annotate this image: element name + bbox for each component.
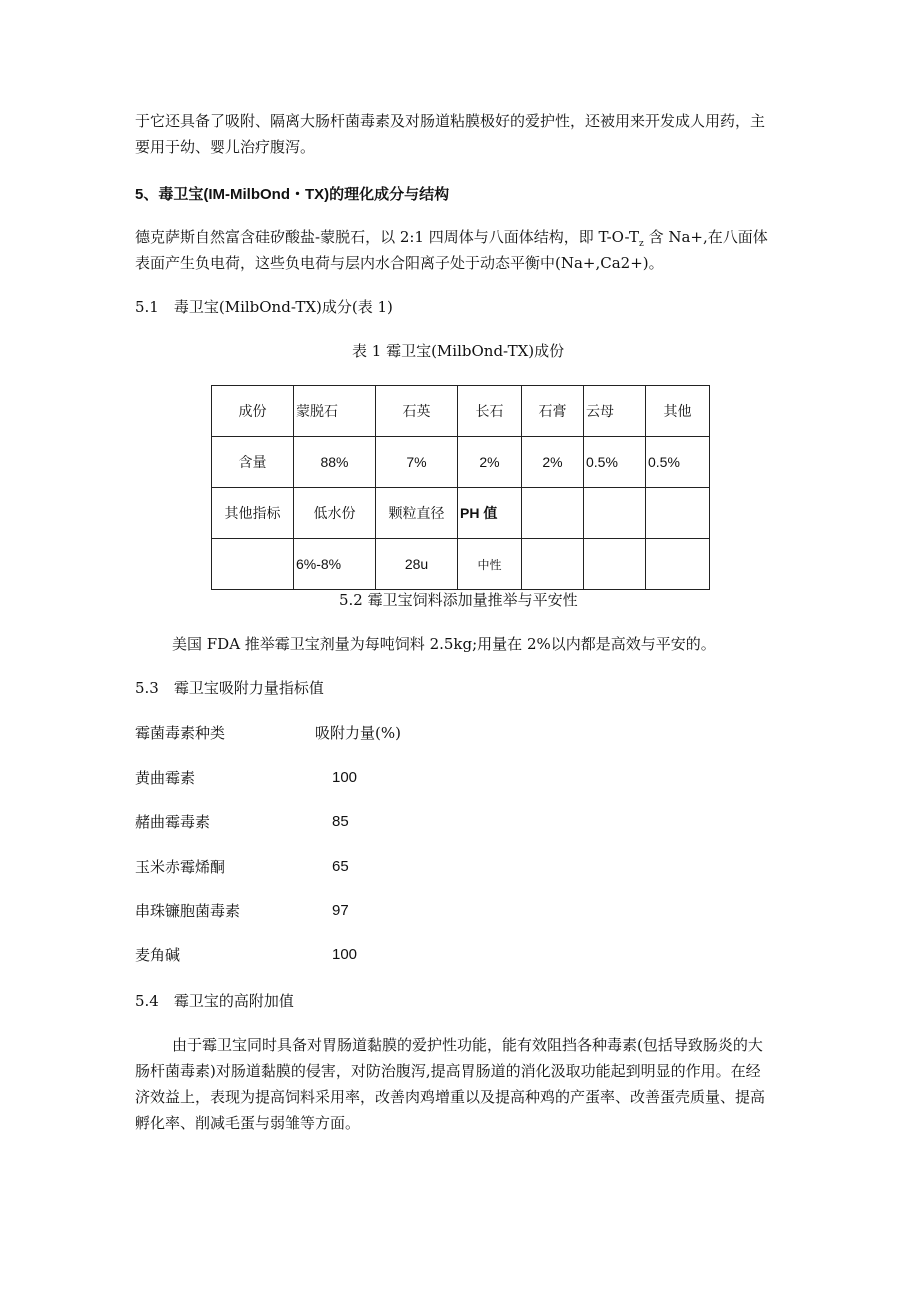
table-cell: 2% xyxy=(458,437,522,488)
table-cell xyxy=(212,539,294,590)
section-5-2-para: 美国 FDA 推举霉卫宝剂量为每吨饲料 2.5kg;用量在 2%以内都是高效与平安的。 xyxy=(172,635,716,653)
list-item-name: 赭曲霉毒素 xyxy=(135,813,211,831)
table-cell xyxy=(522,539,584,590)
section-5-4-line-2: 肠杆菌毒素)对肠道黏膜的侵害，对防治腹泻,提高胃肠道的消化汲取功能起到明显的作用。在经 xyxy=(135,1062,761,1080)
table-cell: PH 值 xyxy=(458,488,522,539)
table-cell: 颗粒直径 xyxy=(376,488,458,539)
table-cell: 其他 xyxy=(646,386,710,437)
table-cell: 88% xyxy=(294,437,376,488)
table-cell xyxy=(584,539,646,590)
table-cell xyxy=(646,488,710,539)
table-cell: 28u xyxy=(376,539,458,590)
section-5-2-heading: 5.2 霉卫宝饲料添加量推举与平安性 xyxy=(339,591,578,609)
composition-table xyxy=(211,385,710,590)
section-5-4-line-1: 由于霉卫宝同时具备对胃肠道黏膜的爱护性功能，能有效阻挡各种毒素(包括导致肠炎的大 xyxy=(172,1036,763,1054)
table-cell xyxy=(584,488,646,539)
table-cell: 0.5% xyxy=(584,437,646,488)
intro-line-1: 于它还具备了吸附、隔离大肠杆菌毒素及对肠道粘膜极好的爱护性，还被用来开发成人用药，主 xyxy=(135,112,766,130)
section-5-para-line-2: 表面产生负电荷，这些负电荷与层内水合阳离子处于动态平衡中(Na+,Ca2+)。 xyxy=(135,254,664,272)
list-item-value: 100 xyxy=(332,769,358,786)
section-5-4-heading: 5.4 霉卫宝的高附加值 xyxy=(135,992,294,1010)
list-item-name: 黄曲霉素 xyxy=(135,769,196,787)
section-5-4-line-3: 济效益上，表现为提高饲料采用率，改善肉鸡增重以及提高种鸡的产蛋率、改善蛋壳质量、提高 xyxy=(135,1088,766,1106)
table-caption: 表 1 霉卫宝(MilbOnd-TX)成份 xyxy=(352,342,565,360)
table-cell: 2% xyxy=(522,437,584,488)
section-5-heading: 5、毒卫宝(IM-MilbOnd・TX)的理化成分与结构 xyxy=(135,186,450,203)
table-cell: 其他指标 xyxy=(212,488,294,539)
col-header-type: 霉菌毒素种类 xyxy=(135,724,226,742)
col-header-value: 吸附力量(%) xyxy=(315,724,401,742)
table-cell: 0.5% xyxy=(646,437,710,488)
table-cell: 云母 xyxy=(584,386,646,437)
section-5-1-heading: 5.1 毒卫宝(MilbOnd-TX)成分(表 1) xyxy=(135,298,393,316)
list-item-name: 麦角碱 xyxy=(135,946,181,964)
list-item-value: 65 xyxy=(332,858,349,875)
table-cell: 石膏 xyxy=(522,386,584,437)
list-item-name: 玉米赤霉烯酮 xyxy=(135,858,226,876)
table-cell: 石英 xyxy=(376,386,458,437)
section-5-para-line-1: 德克萨斯自然富含硅矽酸盐-蒙脱石，以 2:1 四周体与八面体结构，即 $T-O-T_z$ 含 Na+,在八面体 xyxy=(135,228,768,249)
table-cell: 低水份 xyxy=(294,488,376,539)
list-item-value: 97 xyxy=(332,902,349,919)
table-cell: 中性 xyxy=(458,539,522,590)
table-row xyxy=(212,488,710,539)
section-5-3-heading: 5.3 霉卫宝吸附力量指标值 xyxy=(135,679,324,697)
section-5-4-line-4: 孵化率、削减毛蛋与弱雏等方面。 xyxy=(135,1114,361,1132)
table-row xyxy=(212,386,710,437)
list-item-value: 100 xyxy=(332,946,358,963)
table-cell: 蒙脱石 xyxy=(294,386,376,437)
table-row xyxy=(212,539,710,590)
table-row xyxy=(212,437,710,488)
table-cell xyxy=(646,539,710,590)
intro-line-2: 要用于幼、婴儿治疗腹泻。 xyxy=(135,138,316,156)
table-cell xyxy=(522,488,584,539)
table-cell: 7% xyxy=(376,437,458,488)
list-item-value: 85 xyxy=(332,813,349,830)
table-cell: 6%-8% xyxy=(294,539,376,590)
list-item-name: 串珠镰胞菌毒素 xyxy=(135,902,241,920)
table-cell: 长石 xyxy=(458,386,522,437)
table-cell: 含量 xyxy=(212,437,294,488)
table-cell: 成份 xyxy=(212,386,294,437)
